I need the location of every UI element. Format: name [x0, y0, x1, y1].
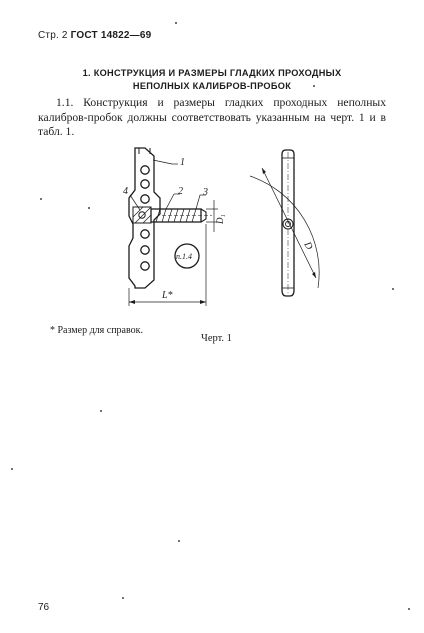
figure-caption: Черт. 1 — [201, 333, 232, 344]
section-title — [38, 67, 386, 93]
callout-3: 3 — [203, 187, 208, 198]
dimension-l: L* — [162, 290, 173, 301]
page-number: 76 — [38, 602, 50, 613]
scan-speck — [88, 207, 90, 209]
scan-speck — [392, 288, 394, 290]
callout-4: 4 — [123, 186, 128, 197]
scan-speck — [408, 608, 410, 610]
scan-speck — [313, 85, 315, 87]
left-view — [129, 148, 218, 306]
right-view — [250, 150, 319, 296]
callout-1: 1 — [180, 157, 185, 168]
page-header — [38, 30, 151, 41]
handle-body — [129, 148, 160, 288]
scan-speck — [100, 410, 102, 412]
scan-speck — [175, 22, 177, 24]
hole — [141, 166, 149, 174]
technical-drawing — [90, 138, 420, 323]
mark-label: п.1.4 — [176, 252, 192, 261]
page-prefix: Стр. 2 — [38, 30, 68, 41]
hole — [141, 246, 149, 254]
callout-2: 2 — [178, 186, 183, 197]
dimension-d: D — [301, 240, 315, 252]
hole — [141, 195, 149, 203]
footnote: * Размер для справок. — [50, 325, 143, 336]
section-title-line2: НЕПОЛНЫХ КАЛИБРОВ-ПРОБОК — [132, 81, 292, 91]
section-title-line1: 1. КОНСТРУКЦИЯ И РАЗМЕРЫ ГЛАДКИХ ПРОХОДНЫХ — [82, 68, 342, 78]
hole — [141, 262, 149, 270]
hole — [141, 230, 149, 238]
paragraph-1-1: 1.1. Конструкция и размеры гладких проходных неполных калибров-пробок должны соответствовать указанным на черт. 1 и в табл. 1. — [38, 96, 386, 138]
hole — [141, 180, 149, 188]
scan-speck — [11, 468, 13, 470]
scan-speck — [40, 198, 42, 200]
dimension-d1: D₁ — [215, 214, 225, 224]
standard-number: ГОСТ 14822—69 — [70, 30, 152, 41]
scan-speck — [178, 540, 180, 542]
scan-speck — [122, 597, 124, 599]
